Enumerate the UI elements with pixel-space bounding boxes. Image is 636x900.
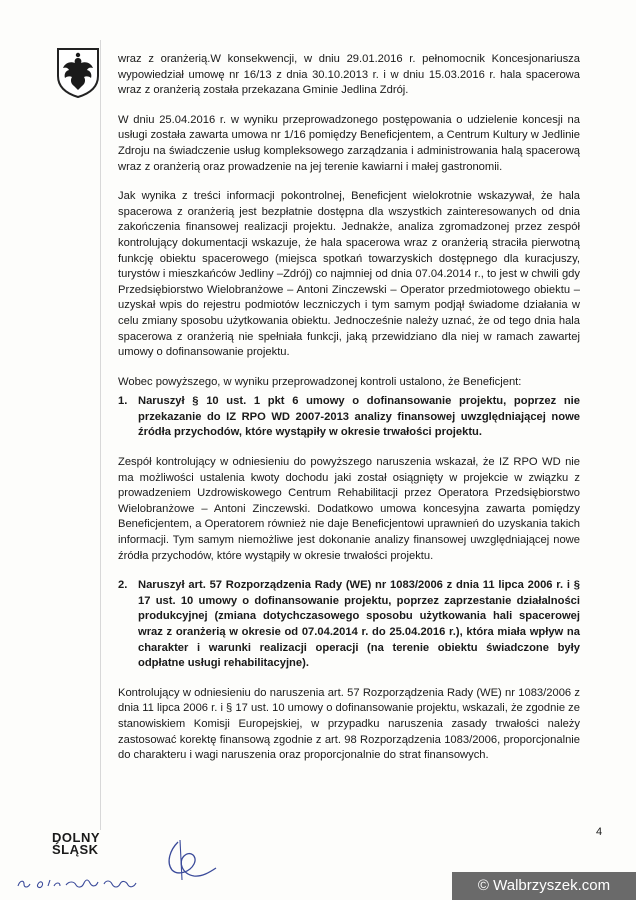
dolny-slask-logo	[52, 832, 100, 856]
logo-line-1: DOLNY	[52, 830, 100, 845]
finding-1	[118, 394, 580, 441]
paragraph-2: W dniu 25.04.2016 r. w wyniku przeprowadzonego postępowania o udzielenie koncesji na usługi została zawarta umowa nr 1/16 pomiędzy Beneficjentem, a Centrum Kultury w Jedlinie Zdroju na świadczenie usług kompleksowego zarządzania i administrowania halą spacerową wraz z oranżerią oraz prowadzenie na jej terenie kawiarni i małej gastronomii.	[118, 113, 580, 173]
signature-icon	[160, 836, 220, 882]
document-body	[118, 52, 580, 778]
paragraph-1: wraz z oranżerią.W konsekwencji, w dniu 29.01.2016 r. pełnomocnik Koncesjonariusza wypowiedział umowę nr 16/13 z dnia 30.10.2013 r. i w dniu 15.03.2016 r. hala spacerowa wraz z oranżerią została przekazana Gminie Jedlina Zdrój.	[118, 53, 580, 97]
margin-divider	[100, 40, 101, 830]
finding-number: 1.	[118, 395, 128, 408]
handwritten-note-icon	[14, 872, 144, 892]
finding-text: Naruszył art. 57 Rozporządzenia Rady (WE) nr 1083/2006 z dnia 11 lipca 2006 r. i § 17 ust. 10 umowy o dofinansowanie projektu, poprzez zaprzestanie działalności produkcyjnej (zmiana dotychczasowego sposobu użytkowania hali spacerowej wraz z oranżerią w okresie od 07.04.2014 r. do 25.04.2016 r.), która miała wpływ na charakter i warunki realizacji operacji (na terenie obiektu świadczone były odpłatne usługi rehabilitacyjne).	[138, 579, 580, 670]
finding-text: Naruszył § 10 ust. 1 pkt 6 umowy o dofinansowanie projektu, poprzez nie przekazanie do IZ RPO WD 2007-2013 analizy finansowej uwzględniającej nowe źródła przychodów, które wystąpiły w okresie trwałości projektu.	[138, 395, 580, 439]
finding-2	[118, 578, 580, 672]
logo-line-2: ŚLĄSK	[52, 842, 99, 857]
paragraph-5: Zespół kontrolujący w odniesieniu do powyższego naruszenia wskazał, że IZ RPO WD nie ma możliwości ustalenia kwoty dochodu jaki został osiągnięty w projekcie w związku z prowadzeniem Uzdrowiskowego Centrum Rehabilitacji przez Operatora Przedsiębiorstwo Wielobranżowe – Antoni Zinczewski. Dodatkowo umowa koncesyjna zawarta pomiędzy Beneficjentem, a Operatorem również nie daje Beneficjentowi uprawnień do uzyskania takich informacji. Tym samym niemożliwe jest dokonanie analizy finansowej uwzględniającej nowe źródła przychodów, które wystąpiły w okresie trwałości projektu.	[118, 456, 580, 562]
finding-number: 2.	[118, 579, 128, 592]
eagle-crest-icon	[55, 46, 101, 98]
paragraph-4: Wobec powyższego, w wyniku przeprowadzonej kontroli ustalono, że Beneficjent:	[118, 375, 522, 388]
page-number: 4	[596, 826, 603, 838]
paragraph-3: Jak wynika z treści informacji pokontrolnej, Beneficjent wielokrotnie wskazywał, że hala spacerowa z oranżerią jest bezpłatnie dostępna dla wszystkich zainteresowanych od dnia zakończenia finansowej realizacji projektu. Jednakże, analiza zgromadzonej przez zespół kontrolujący dokumentacji wskazuje, że hala spacerowa wraz z oranżerią straciła pierwotną funkcję obiektu spacerowego (miejsca spotkań towarzyskich dostępnego dla kuracjuszy, turystów i mieszkańców Jedliny –Zdrój) co najmniej od dnia 07.04.2014 r., to jest w chwili gdy Przedsiębiorstwo Wielobranżowe – Antoni Zinczewski – Operator przedmiotowego obiektu – uzyskał wpis do rejestru podmiotów leczniczych i tym samym podjął świadome działania w celu zmiany sposobu użytkowania obiektu. Jednocześnie należy uznać, że od tego dnia hala spacerowa z oranżerią nie spełniała funkcji, jaką przewidziano dla niej w ramach zawartej umowy o dofinansowanie projektu.	[118, 190, 580, 359]
paragraph-6: Kontrolujący w odniesieniu do naruszenia art. 57 Rozporządzenia Rady (WE) nr 1083/2006 z dnia 11 lipca 2006 r. i § 17 ust. 10 umowy o dofinansowanie projektu, wskazali, że zgodnie ze stanowiskiem Komisji Europejskiej, w przypadku naruszenia zasady trwałości należy zastosować korektę finansową zgodnie z art. 98 Rozporządzenia 1083/2006, proporcjonalnie do charakteru i wagi naruszenia oraz proporcjonalnie do strat finansowych.	[118, 686, 580, 762]
watermark: © Walbrzyszek.com	[452, 872, 636, 900]
